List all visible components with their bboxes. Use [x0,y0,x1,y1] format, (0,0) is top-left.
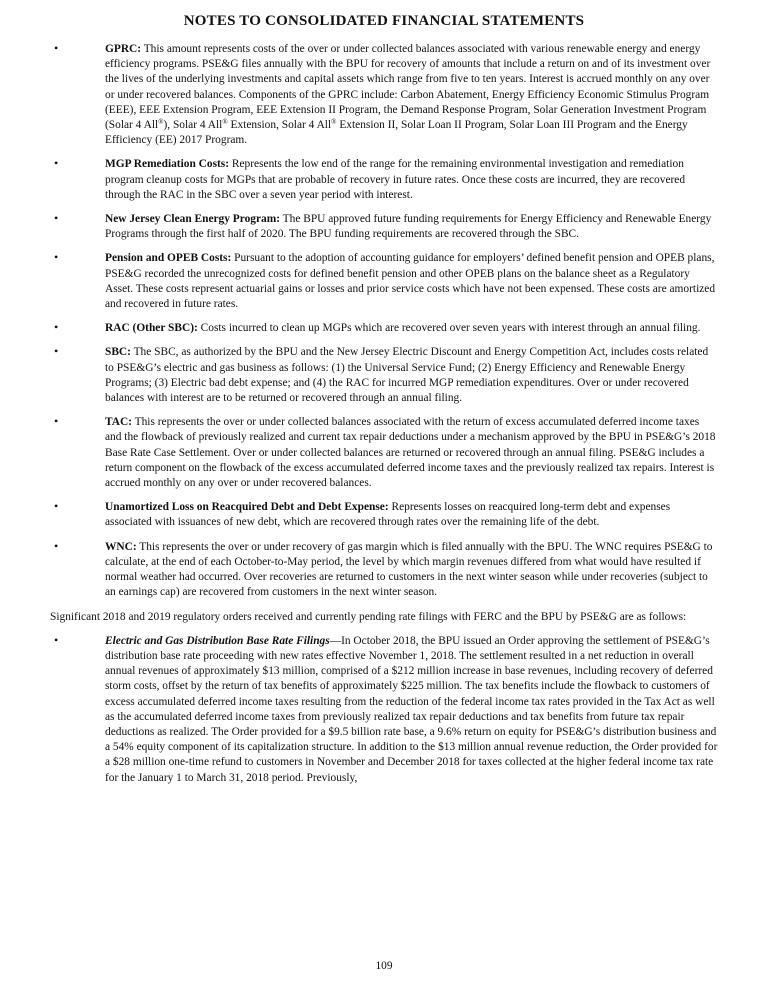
item-term: WNC: [105,540,137,553]
item-term: New Jersey Clean Energy Program: [105,213,281,226]
list-item-sbc [50,345,718,406]
item-text: Extension, Solar 4 All [227,119,332,132]
bullet-icon: • [54,41,59,55]
item-term: GPRC: [105,43,142,55]
item-text: Extension II, Solar Loan II Program, Solar Loan III Program and the Energy Efficiency (EE) 2017 Program. [105,119,688,147]
item-text: The SBC, as authorized by the BPU and the New Jersey Electric Discount and Energy Competition Act, includes costs related to PSE&G’s electric and gas business as follows: (1) the Universal Service Fund; (2) Energy Efficiency and Renewable Energy Programs; (3) Electric bad debt expense; and (4) the RAC for incurred MGP remediation expenditures. Over or under recovered balances with interest are to be returned or recovered through an annual filing. [105,346,709,405]
list-item-clean-energy [50,212,718,242]
bullet-icon: • [54,250,59,265]
bullet-icon: • [54,156,59,171]
list-item-mgp-remediation [50,157,718,203]
item-text: The BPU approved future funding requirements for Energy Efficiency and Renewable Energy Programs through the first half of 2020. The BPU funding requirements are recovered through the SBC. [105,213,712,241]
list-item-gprc [50,42,718,148]
list-item-tac [50,415,718,491]
list-item-unamortized-loss [50,500,718,530]
item-term: RAC (Other SBC): [105,322,198,335]
bullet-icon: • [54,499,59,514]
item-text: This represents the over or under recovery of gas margin which is filed annually with the BPU. The WNC requires PSE&G to calculate, at the end of each October-to-May period, the level by which margin revenues differed from what would have resulted if normal weather had occurred. Over recoveries are returned to customers in the next winter season while under recoveries (subject to an earnings cap) are recovered from customers in the next winter season. [105,540,713,599]
item-text: Costs incurred to clean up MGPs which are recovered over seven years with interest through an annual filing. [197,322,701,335]
list-item-wnc [50,540,718,601]
bullet-icon: • [54,344,59,359]
list-item-rac [50,321,718,336]
intro-paragraph: Significant 2018 and 2019 regulatory orders received and currently pending rate filings with FERC and the BPU by PSE&G are as follows: [50,610,687,623]
item-text: Represents losses on reacquired long-term debt and expenses associated with issuances of new debt, which are recovered through rates over the remaining life of the debt. [105,501,671,529]
bullet-icon: • [54,320,59,335]
bullet-icon: • [54,211,59,226]
item-term: MGP Remediation Costs: [105,158,230,171]
item-term: TAC: [105,416,132,429]
list-item-base-rate-filings [50,634,718,786]
registered-mark: ® [158,118,164,127]
list-item-pension-opeb [50,251,718,312]
item-text: Pursuant to the adoption of accounting guidance for employers’ defined benefit pension and OPEB plans, PSE&G recorded the unrecognized costs for defined benefit pension and other OPEB plans on the balance sheet as a Regulatory Asset. These costs represent actuarial gains or losses and prior service costs which have not been expensed. These costs are amortized and recovered in future rates. [105,252,716,311]
registered-mark: ® [331,118,337,127]
page-number: 109 [375,960,393,972]
bullet-icon: • [54,414,59,429]
item-text: ), Solar 4 All [163,119,223,132]
item-term: Electric and Gas Distribution Base Rate Filings [105,634,330,647]
item-term: Pension and OPEB Costs: [105,252,232,265]
registered-mark: ® [222,118,228,127]
item-text: This represents the over or under collected balances associated with the return of excess accumulated deferred income taxes and the flowback of previously realized and current tax repair deductions under a mechanism approved by the BPU in PSE&G’s 2018 Base Rate Case Settlement. Over or under collected balances are returned or recovered through an annual filing. PSE&G includes a return component on the flowback of the excess accumulated deferred income taxes and the previously realized tax repairs. Interest is accrued monthly on any over or under recovered balances. [105,416,716,490]
item-term: Unamortized Loss on Reacquired Debt and Debt Expense: [105,501,389,514]
item-text: Represents the low end of the range for the remaining environmental investigation and remediation program cleanup costs for MGPs that are probable of recovery in future rates. Once these costs are incurred, they are recovered through the RAC in the SBC over a seven year period with interest. [105,158,686,201]
page-title: NOTES TO CONSOLIDATED FINANCIAL STATEMENTS [183,13,585,29]
item-term: SBC: [105,346,131,359]
bullet-icon: • [54,632,59,647]
item-text: This amount represents costs of the over or under collected balances associated with various renewable energy and energy efficiency programs. PSE&G files annually with the BPU for recovery of amounts that include a return on and of its investment over the lives of the underlying investments and capital assets which range from five to ten years. Interest is accrued monthly on any over or under recovered balances. Components of the GPRC include: Carbon Abatement, Energy Efficiency Economic Stimulus Program (EEE), EEE Extension Program, EEE Extension II Program, the Demand Response Program, Solar Generation Investment Program (Solar 4 All [105,43,711,132]
item-text: —In October 2018, the BPU issued an Order approving the settlement of PSE&G’s distribution base rate proceeding with new rates effective November 1, 2018. The settlement resulted in a net reduction in overall annual revenues of approximately $13 million, comprised of a $212 million increase in base revenues, including recovery of deferred storm costs, offset by the return of tax benefits of approximately $225 million. The tax benefits include the flowback to customers of excess accumulated deferred income taxes resulting from the reduction of the federal income tax rates provided in the Tax Act as well as the accumulated deferred income taxes from previously realized tax repair deductions and tax benefits from future tax repair deductions as realized. The Order provided for a $9.5 billion rate base, a 9.6% return on equity for PSE&G’s distribution business and a 54% equity component of its capitalization structure. In addition to the $13 million annual revenue reduction, the Order provided for a $28 million one-time refund to customers in November and December 2018 for taxes collected at the higher federal income tax rate for the January 1 to March 31, 2018 period. Previously, [105,634,718,784]
bullet-icon: • [54,538,59,553]
